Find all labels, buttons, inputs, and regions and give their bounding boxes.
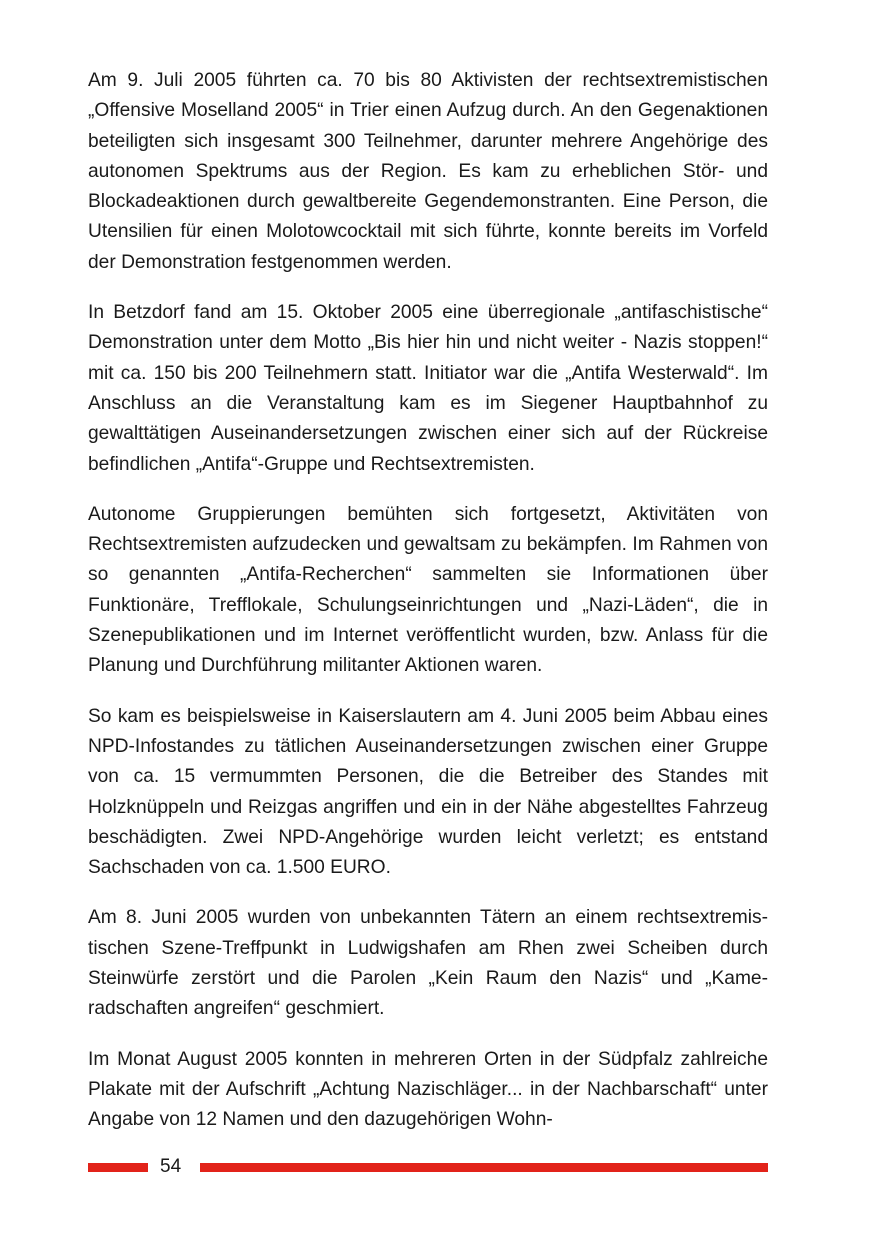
document-body bbox=[88, 66, 768, 1156]
paragraph-antifa-recherchen: Autonome Gruppierungen bemühten sich fortgesetzt, Aktivitäten von Rechtsextremisten aufzudecken und gewaltsam zu bekämpfen. Im Rahmen von so genannten „Antifa-Recherchen“ sammelten sie Informationen über Funktionäre, Trefflokale, Schulungseinrichtungen und „Nazi-Läden“, die in Szenepublikationen und im Internet veröffentlicht wurden, bzw. Anlass für die Planung und Durchführung militanter Aktionen waren. bbox=[88, 503, 768, 677]
paragraph-trier-demonstration: Am 9. Juli 2005 führten ca. 70 bis 80 Aktivisten der rechtsextremistischen „Offensive Moselland 2005“ in Trier einen Aufzug durch. An den Gegenaktionen beteiligten sich insgesamt 300 Teilnehmer, darunter mehrere Angehörige des autonomen Spektrums aus der Region. Es kam zu erheblichen Stör- und Blockadeaktionen durch gewaltbereite Gegendemonstranten. Eine Person, die Utensilien für einen Molotowcocktail mit sich führte, konnte bereits im Vorfeld der Demonstration festgenommen werden. bbox=[88, 70, 768, 273]
footer-accent-bar-right bbox=[200, 1163, 768, 1172]
page-number: 54 bbox=[160, 1156, 182, 1177]
paragraph-betzdorf-demonstration: In Betzdorf fand am 15. Oktober 2005 eine überregionale „antifaschistische“ Demonstration unter dem Motto „Bis hier hin und nicht weiter - Nazis stoppen!“ mit ca. 150 bis 200 Teilnehmern statt. Initiator war die „Antifa Westerwald“. Im Anschluss an die Veranstaltung kam es im Siegener Hauptbahnhof zu gewalttätigen Auseinandersetzungen zwischen einer sich auf der Rückreise befindlichen „Antifa“-Gruppe und Rechtsextremisten. bbox=[88, 302, 768, 475]
paragraph-kaiserslautern-incident: So kam es beispielsweise in Kaiserslautern am 4. Juni 2005 beim Abbau eines NPD-Infostandes zu tätlichen Auseinandersetzungen zwischen einer Gruppe von ca. 15 vermummten Personen, die die Betreiber des Standes mit Holzknüppeln und Reizgas angriffen und ein in der Nähe abgestelltes Fahrzeug beschädigten. Zwei NPD-Angehörige wurden leicht verletzt; es entstand Sachschaden von ca. 1.500 EURO. bbox=[88, 705, 768, 879]
footer-accent-bar-left bbox=[88, 1163, 148, 1172]
paragraph-ludwigshafen-incident: Am 8. Juni 2005 wurden von unbekannten Tätern an einem rechtsextremistischen Szene-Treffpunkt in Ludwigshafen am Rhen zwei Scheiben durch Steinwürfe zerstört und die Parolen „Kein Raum den Nazis“ und „Kameradschaften angreifen“ geschmiert. bbox=[88, 907, 768, 1020]
paragraph-suedpfalz-posters: Im Monat August 2005 konnten in mehreren Orten in der Südpfalz zahlreiche Plakate mit der Aufschrift „Achtung Nazischläger... in der Nachbarschaft“ unter Angabe von 12 Namen und den dazugehörigen Wohn- bbox=[88, 1048, 768, 1131]
page-footer bbox=[88, 1153, 768, 1181]
